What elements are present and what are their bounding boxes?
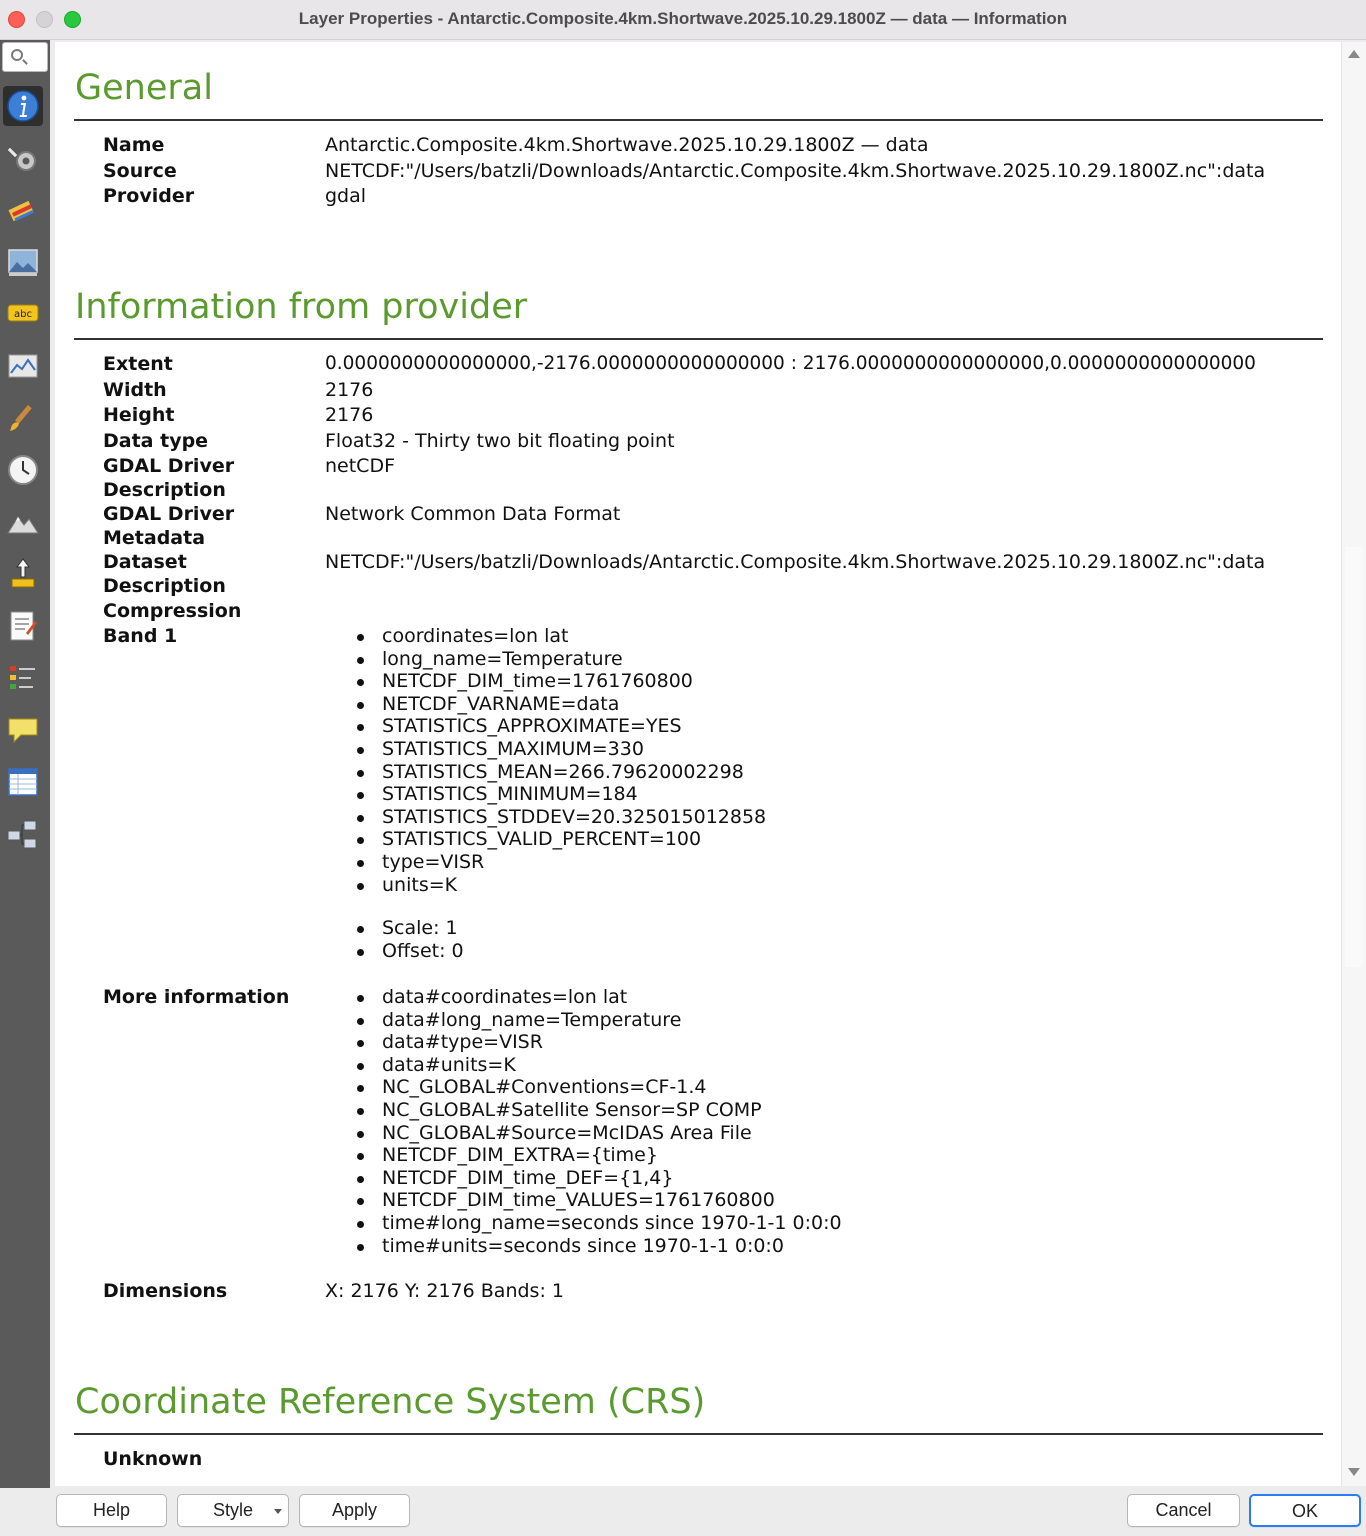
more-information-item: NETCDF_DIM_time_VALUES=1761760800 [362, 1189, 842, 1212]
more-information-item: NC_GLOBAL#Source=McIDAS Area File [362, 1122, 842, 1145]
gdal-driver-metadata-label [103, 502, 234, 550]
section-divider [74, 1433, 1323, 1435]
band-metadata-item: coordinates=lon lat [362, 625, 766, 648]
height-value: 2176 [325, 404, 374, 426]
sidebar [0, 40, 50, 1488]
chevron-down-icon [274, 1509, 282, 1514]
more-information-item: data#long_name=Temperature [362, 1009, 842, 1032]
band-scale-offset-item: Offset: 0 [362, 940, 464, 963]
sidebar-item-information[interactable] [3, 86, 43, 126]
band-metadata-item: NETCDF_DIM_time=1761760800 [362, 670, 766, 693]
section-divider [74, 338, 1323, 340]
metadata-icon [6, 609, 40, 643]
sidebar-item-source[interactable] [3, 138, 43, 178]
scrollbar-thumb[interactable] [1345, 547, 1363, 967]
legend-icon [6, 661, 40, 695]
pyramids-icon [6, 557, 40, 591]
band-metadata-item: units=K [362, 874, 766, 897]
wrench-gear-icon [6, 141, 40, 175]
gdal-driver-metadata-value: Network Common Data Format [325, 503, 621, 525]
band-metadata-item: STATISTICS_MINIMUM=184 [362, 783, 766, 806]
help-button[interactable]: Help [56, 1494, 167, 1527]
more-information-label: More information [103, 986, 290, 1008]
server-icon [6, 817, 40, 851]
name-value: Antarctic.Composite.4km.Shortwave.2025.10.29.1800Z — data [325, 134, 929, 156]
apply-button[interactable]: Apply [299, 1494, 410, 1527]
scroll-down-arrow-icon[interactable] [1348, 1468, 1360, 1476]
band-metadata-item: STATISTICS_VALID_PERCENT=100 [362, 828, 766, 851]
scroll-up-arrow-icon[interactable] [1348, 50, 1360, 58]
band-1-scale-offset-list [362, 917, 464, 962]
sidebar-item-server[interactable] [3, 814, 43, 854]
band-metadata-item: STATISTICS_MAXIMUM=330 [362, 738, 766, 761]
sidebar-item-legend[interactable] [3, 658, 43, 698]
vertical-scrollbar[interactable] [1341, 42, 1366, 1486]
sidebar-item-attribute-table[interactable] [3, 762, 43, 802]
ok-button[interactable]: OK [1249, 1494, 1361, 1527]
style-button[interactable] [177, 1494, 289, 1527]
sidebar-item-rendering[interactable] [3, 398, 43, 438]
abc-label-icon [6, 297, 40, 331]
elevation-icon [6, 505, 40, 539]
more-information-item: data#coordinates=lon lat [362, 986, 842, 1009]
histogram-icon [6, 349, 40, 383]
more-information-item: time#long_name=seconds since 1970-1-1 0:0:0 [362, 1212, 842, 1235]
band-1-metadata-list [362, 625, 766, 896]
band-metadata-item: NETCDF_VARNAME=data [362, 693, 766, 716]
more-information-item: time#units=seconds since 1970-1-1 0:0:0 [362, 1235, 842, 1258]
paintbrush-icon [6, 193, 40, 227]
dataset-description-label-line2: Description [103, 575, 226, 597]
more-information-item: NC_GLOBAL#Conventions=CF-1.4 [362, 1076, 842, 1099]
name-label: Name [103, 134, 165, 156]
info-icon [6, 89, 40, 123]
width-value: 2176 [325, 379, 374, 401]
band-metadata-item: STATISTICS_STDDEV=20.325015012858 [362, 806, 766, 829]
gdal-driver-description-label-line1: GDAL Driver [103, 455, 235, 477]
dataset-description-label-line1: Dataset [103, 551, 187, 573]
extent-value: 0.0000000000000000,-2176.0000000000000000 : 2176.0000000000000000,0.0000000000000000 [325, 353, 1256, 374]
source-label: Source [103, 160, 177, 182]
dataset-description-label [103, 550, 226, 598]
table-icon [6, 765, 40, 799]
more-information-list [362, 986, 842, 1257]
sidebar-item-display[interactable] [3, 710, 43, 750]
data-type-label: Data type [103, 430, 209, 452]
sidebar-item-labels[interactable] [3, 294, 43, 334]
width-label: Width [103, 379, 167, 401]
gdal-driver-metadata-label-line1: GDAL Driver [103, 503, 235, 525]
sidebar-item-transparency[interactable] [3, 242, 43, 282]
section-heading-provider: Information from provider [75, 287, 528, 327]
information-panel [55, 42, 1341, 1486]
cancel-button[interactable]: Cancel [1127, 1494, 1240, 1527]
sidebar-item-histogram[interactable] [3, 346, 43, 386]
gdal-driver-description-label-line2: Description [103, 479, 226, 501]
title-bar [0, 0, 1366, 40]
band-1-label: Band 1 [103, 625, 178, 647]
dimensions-value: X: 2176 Y: 2176 Bands: 1 [325, 1280, 564, 1302]
clock-icon [6, 453, 40, 487]
search-icon [11, 49, 23, 61]
sidebar-item-temporal[interactable] [3, 450, 43, 490]
extent-label: Extent [103, 353, 173, 375]
section-heading-general: General [75, 68, 213, 108]
more-information-item: NETCDF_DIM_EXTRA={time} [362, 1144, 842, 1167]
more-information-item: data#units=K [362, 1054, 842, 1077]
window-title: Layer Properties - Antarctic.Composite.4km.Shortwave.2025.10.29.1800Z — data — Information [298, 9, 1068, 28]
sidebar-item-elevation[interactable] [3, 502, 43, 542]
gdal-driver-metadata-label-line2: Metadata [103, 527, 206, 549]
raster-image-icon [6, 245, 40, 279]
more-information-item: NC_GLOBAL#Satellite Sensor=SP COMP [362, 1099, 842, 1122]
speech-bubble-icon [6, 713, 40, 747]
section-heading-crs: Coordinate Reference System (CRS) [75, 1382, 706, 1422]
provider-value: gdal [325, 185, 367, 207]
height-label: Height [103, 404, 175, 426]
gdal-driver-description-value: netCDF [325, 455, 396, 477]
crs-value: Unknown [103, 1448, 203, 1470]
style-button-label: Style [212, 1500, 254, 1520]
band-scale-offset-item: Scale: 1 [362, 917, 464, 940]
dimensions-label: Dimensions [103, 1280, 228, 1302]
provider-label: Provider [103, 185, 195, 207]
band-metadata-item: STATISTICS_MEAN=266.79620002298 [362, 761, 766, 784]
source-value: NETCDF:"/Users/batzli/Downloads/Antarctic.Composite.4km.Shortwave.2025.10.29.1800Z.nc":data [325, 160, 1266, 182]
sidebar-item-metadata[interactable] [3, 606, 43, 646]
band-metadata-item: type=VISR [362, 851, 766, 874]
gdal-driver-description-label [103, 454, 234, 502]
band-metadata-item: STATISTICS_APPROXIMATE=YES [362, 715, 766, 738]
sidebar-item-pyramids[interactable] [3, 554, 43, 594]
sidebar-search-input[interactable] [2, 42, 48, 72]
dataset-description-value: NETCDF:"/Users/batzli/Downloads/Antarctic.Composite.4km.Shortwave.2025.10.29.1800Z.nc":data [325, 551, 1266, 573]
brush-icon [6, 401, 40, 435]
band-metadata-item: long_name=Temperature [362, 648, 766, 671]
data-type-value: Float32 - Thirty two bit floating point [325, 430, 675, 452]
section-divider [74, 119, 1323, 121]
more-information-item: data#type=VISR [362, 1031, 842, 1054]
svg-text:abc: abc [14, 309, 32, 320]
more-information-item: NETCDF_DIM_time_DEF={1,4} [362, 1167, 842, 1190]
sidebar-item-symbology[interactable] [3, 190, 43, 230]
compression-label: Compression [103, 600, 242, 622]
